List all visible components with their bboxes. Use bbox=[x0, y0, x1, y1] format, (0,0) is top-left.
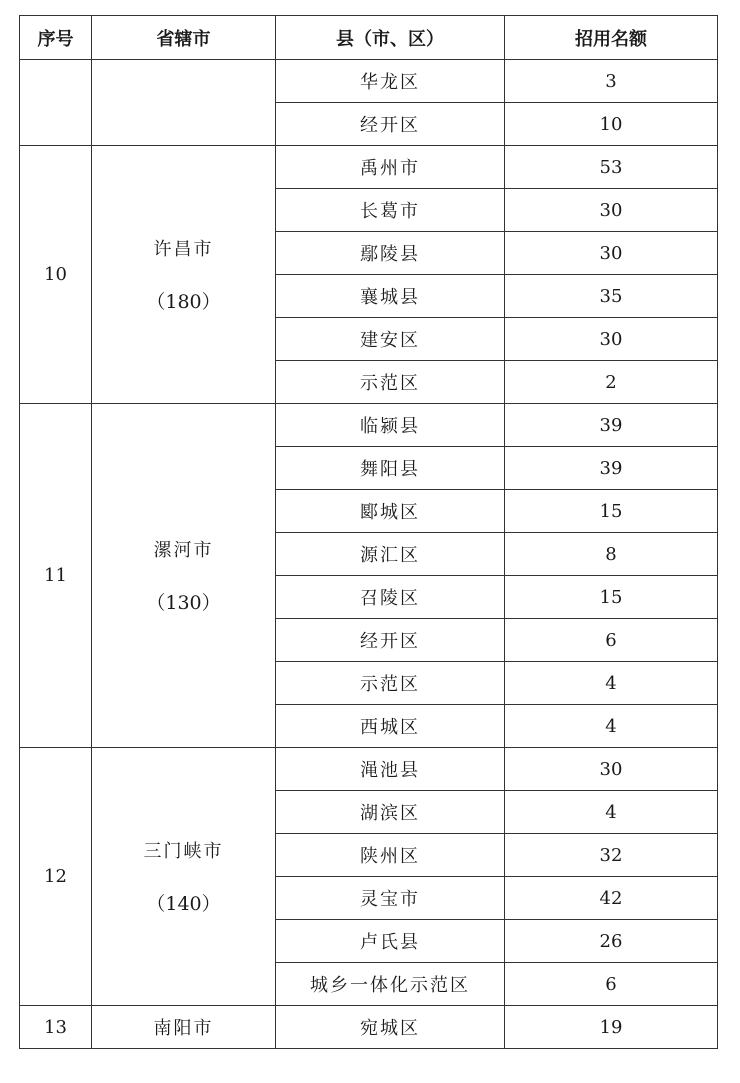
table-row bbox=[20, 748, 718, 791]
county-cell: 卢氏县 bbox=[276, 920, 505, 963]
header-seq: 序号 bbox=[20, 16, 92, 60]
city-name: 南阳市 bbox=[153, 1018, 214, 1039]
county-cell: 宛城区 bbox=[276, 1006, 505, 1049]
quota-cell: 3 bbox=[505, 60, 718, 103]
quota-cell: 19 bbox=[505, 1006, 718, 1049]
city-name: 许昌市 bbox=[153, 239, 214, 260]
table-row bbox=[20, 146, 718, 189]
county-cell: 渑池县 bbox=[276, 748, 505, 791]
city-cell bbox=[92, 146, 276, 404]
county-cell: 郾城区 bbox=[276, 490, 505, 533]
county-cell: 鄢陵县 bbox=[276, 232, 505, 275]
quota-cell: 15 bbox=[505, 576, 718, 619]
county-cell: 经开区 bbox=[276, 103, 505, 146]
county-cell: 示范区 bbox=[276, 361, 505, 404]
quota-cell: 6 bbox=[505, 963, 718, 1006]
seq-cell: 13 bbox=[20, 1006, 92, 1049]
quota-cell: 26 bbox=[505, 920, 718, 963]
city-total: （180） bbox=[146, 291, 221, 313]
quota-cell: 4 bbox=[505, 662, 718, 705]
county-cell: 源汇区 bbox=[276, 533, 505, 576]
quota-table bbox=[19, 15, 718, 1049]
quota-cell: 6 bbox=[505, 619, 718, 662]
city-cell bbox=[92, 404, 276, 748]
quota-cell: 30 bbox=[505, 318, 718, 361]
county-cell: 西城区 bbox=[276, 705, 505, 748]
county-cell: 示范区 bbox=[276, 662, 505, 705]
county-cell: 城乡一体化示范区 bbox=[276, 963, 505, 1006]
quota-cell: 8 bbox=[505, 533, 718, 576]
county-cell: 陕州区 bbox=[276, 834, 505, 877]
seq-cell: 12 bbox=[20, 748, 92, 1006]
city-cell bbox=[92, 748, 276, 1006]
seq-cell: 10 bbox=[20, 146, 92, 404]
county-cell: 经开区 bbox=[276, 619, 505, 662]
county-cell: 召陵区 bbox=[276, 576, 505, 619]
quota-cell: 32 bbox=[505, 834, 718, 877]
header-row bbox=[20, 16, 718, 60]
quota-cell: 53 bbox=[505, 146, 718, 189]
table-row bbox=[20, 60, 718, 103]
quota-cell: 15 bbox=[505, 490, 718, 533]
city-cell bbox=[92, 60, 276, 146]
county-cell: 华龙区 bbox=[276, 60, 505, 103]
county-cell: 临颍县 bbox=[276, 404, 505, 447]
quota-cell: 39 bbox=[505, 404, 718, 447]
table-row bbox=[20, 404, 718, 447]
county-cell: 长葛市 bbox=[276, 189, 505, 232]
table-body bbox=[20, 60, 718, 1049]
quota-cell: 30 bbox=[505, 232, 718, 275]
quota-cell: 4 bbox=[505, 705, 718, 748]
city-total: （130） bbox=[146, 592, 221, 614]
county-cell: 建安区 bbox=[276, 318, 505, 361]
county-cell: 襄城县 bbox=[276, 275, 505, 318]
city-name: 三门峡市 bbox=[143, 841, 224, 862]
quota-cell: 35 bbox=[505, 275, 718, 318]
county-cell: 灵宝市 bbox=[276, 877, 505, 920]
header-city: 省辖市 bbox=[92, 16, 276, 60]
table-header bbox=[20, 16, 718, 60]
quota-cell: 42 bbox=[505, 877, 718, 920]
quota-cell: 30 bbox=[505, 748, 718, 791]
city-name: 漯河市 bbox=[153, 540, 214, 561]
header-quota: 招用名额 bbox=[505, 16, 718, 60]
quota-cell: 39 bbox=[505, 447, 718, 490]
quota-cell: 30 bbox=[505, 189, 718, 232]
header-county: 县（市、区） bbox=[276, 16, 505, 60]
county-cell: 舞阳县 bbox=[276, 447, 505, 490]
quota-cell: 10 bbox=[505, 103, 718, 146]
quota-cell: 2 bbox=[505, 361, 718, 404]
quota-cell: 4 bbox=[505, 791, 718, 834]
table-row bbox=[20, 1006, 718, 1049]
city-total: （140） bbox=[146, 893, 221, 915]
county-cell: 禹州市 bbox=[276, 146, 505, 189]
county-cell: 湖滨区 bbox=[276, 791, 505, 834]
seq-cell bbox=[20, 60, 92, 146]
city-cell bbox=[92, 1006, 276, 1049]
seq-cell: 11 bbox=[20, 404, 92, 748]
